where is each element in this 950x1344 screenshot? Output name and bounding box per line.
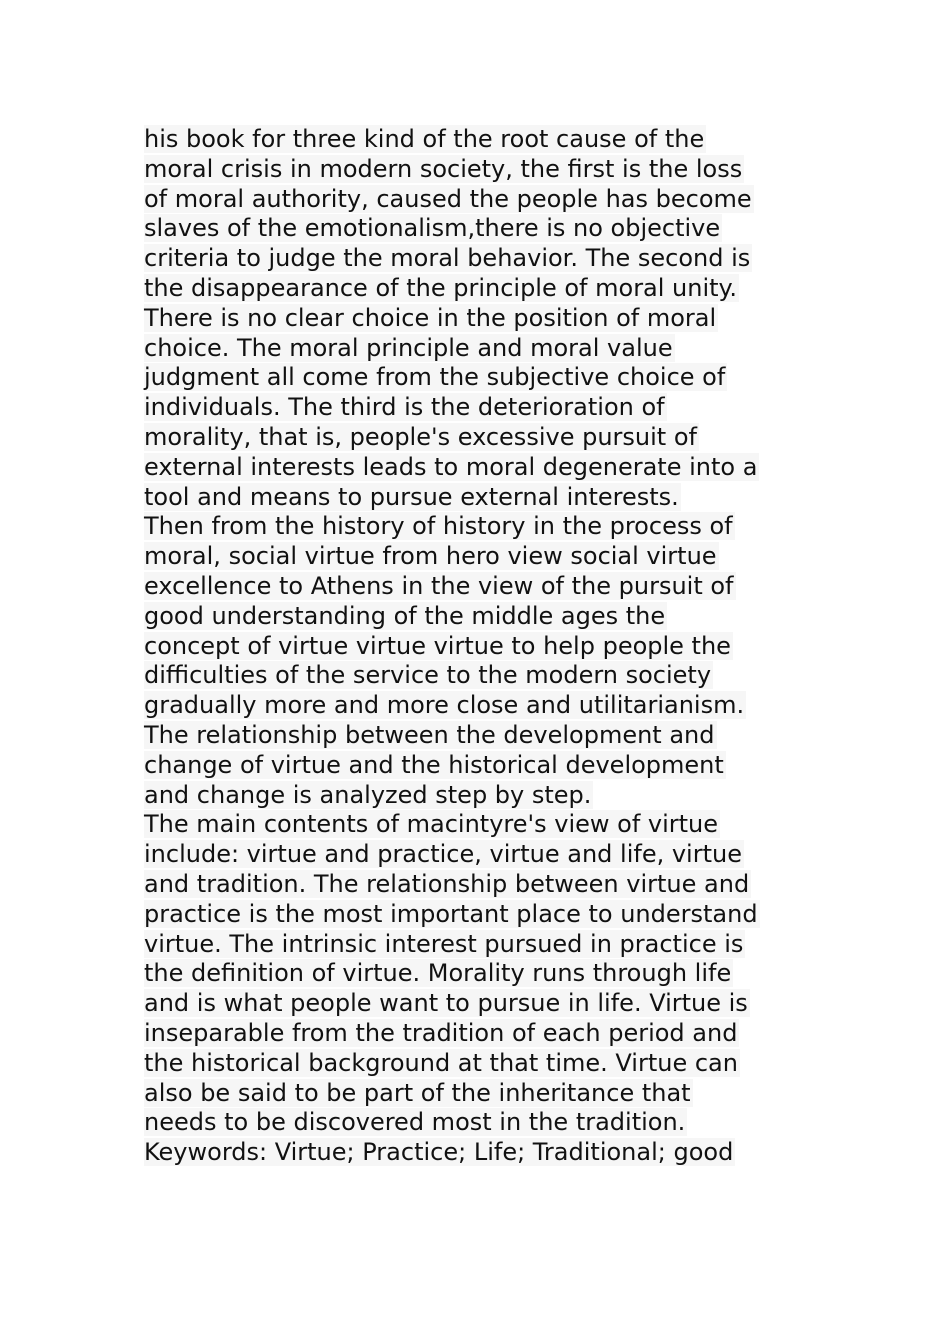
text-line: his book for three kind of the root cause of the	[144, 125, 705, 153]
text-line: and is what people want to pursue in life. Virtue is	[144, 989, 748, 1018]
text-line: external interests leads to moral degenerate into a	[144, 452, 758, 481]
text-line: difficulties of the service to the modern society	[144, 661, 712, 690]
text-line: judgment all come from the subjective choice of	[144, 363, 726, 392]
text-line: The relationship between the development and	[144, 720, 715, 749]
text-line: choice. The moral principle and moral value	[144, 333, 673, 362]
text-line: include: virtue and practice, virtue and life, virtue	[144, 840, 742, 869]
text-line: tool and means to pursue external interests.	[144, 482, 679, 511]
text-line: concept of virtue virtue virtue to help people the	[144, 631, 731, 660]
text-line: inseparable from the tradition of each period and	[144, 1018, 738, 1047]
text-line: the disappearance of the principle of moral unity.	[144, 273, 737, 302]
text-line: morality, that is, people's excessive pursuit of	[144, 422, 697, 451]
text-line: slaves of the emotionalism,there is no objective	[144, 214, 721, 243]
text-line: criteria to judge the moral behavior. The second is	[144, 244, 751, 273]
keywords-line: Keywords: Virtue; Practice; Life; Traditional; good	[144, 1138, 734, 1167]
text-line: virtue. The intrinsic interest pursued in practice is	[144, 929, 744, 958]
text-line: change of virtue and the historical development	[144, 750, 724, 779]
text-line: also be said to be part of the inheritance that	[144, 1078, 691, 1107]
text-line: the definition of virtue. Morality runs through life	[144, 959, 732, 988]
body-text	[144, 125, 844, 1168]
text-line: gradually more and more close and utilitarianism.	[144, 691, 745, 720]
text-line: moral crisis in modern society, the first is the loss	[144, 154, 743, 183]
text-line: individuals. The third is the deterioration of	[144, 393, 665, 422]
text-line: The main contents of macintyre's view of virtue	[144, 810, 719, 839]
text-line: moral, social virtue from hero view social virtue	[144, 542, 717, 571]
text-line: good understanding of the middle ages the	[144, 601, 666, 630]
text-line: There is no clear choice in the position of moral	[144, 303, 717, 332]
text-line: Then from the history of history in the process of	[144, 512, 733, 541]
text-line: excellence to Athens in the view of the pursuit of	[144, 571, 734, 600]
text-line: the historical background at that time. Virtue can	[144, 1048, 738, 1077]
text-line: and change is analyzed step by step.	[144, 780, 592, 809]
text-line: practice is the most important place to understand	[144, 899, 758, 928]
text-line: and tradition. The relationship between virtue and	[144, 869, 750, 898]
text-line: of moral authority, caused the people has become	[144, 184, 752, 213]
text-line: needs to be discovered most in the tradition.	[144, 1108, 686, 1137]
